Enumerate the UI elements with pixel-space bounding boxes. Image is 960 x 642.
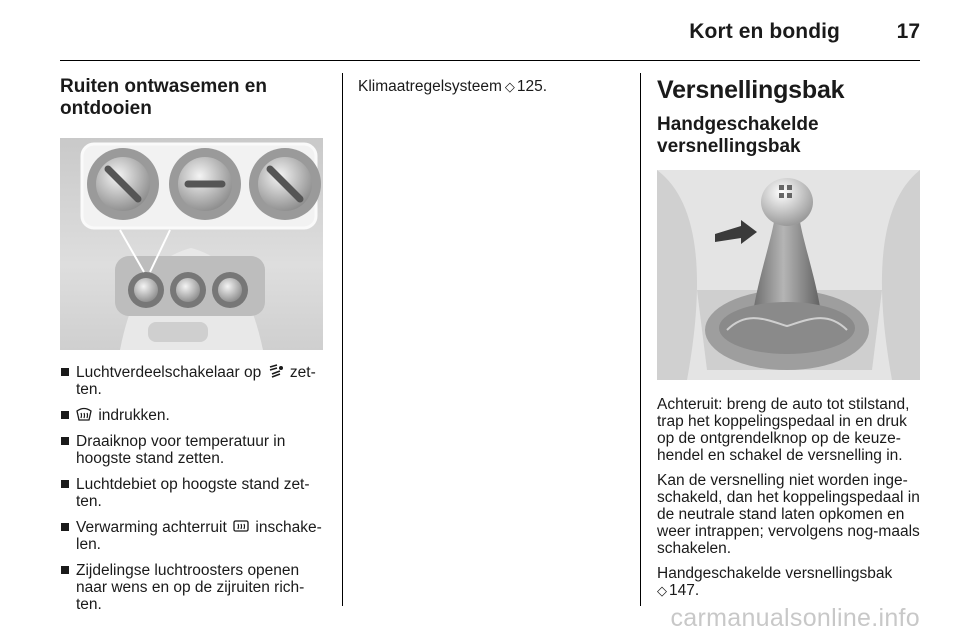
- list-item: [60, 519, 328, 553]
- front-defrost-icon: [76, 407, 92, 422]
- section-heading-defrost: Ruiten ontwasemen en ontdooien: [60, 76, 267, 119]
- rear-window-heating-icon: [233, 519, 249, 534]
- watermark-text: carmanualsonline.info: [670, 604, 920, 632]
- list-item-text: Luchtverdeelschakelaar op: [76, 364, 262, 381]
- bullet-marker: [61, 437, 69, 445]
- list-item-text: Verwarming achterruit: [76, 519, 227, 536]
- page-ref-icon: ◇: [657, 583, 667, 598]
- reference-text: Handgeschakelde versnellingsbak: [657, 565, 893, 582]
- list-item-text: Zijdelingse luchtroosters openen naar wens en op de zijruiten rich-ten.: [76, 562, 305, 613]
- list-item-text-suffix: inschake-len.: [76, 519, 322, 553]
- gear-engage-tip: Kan de versnelling niet worden inge-schakeld, dan het koppelingspedaal in de neutrale stand laten opkomen en weer intrappen; vervolgens nog-maals schakelen.: [657, 472, 920, 557]
- list-item: [60, 476, 328, 510]
- page-header-title: Kort en bondig: [689, 20, 840, 43]
- list-item: [60, 364, 328, 398]
- bullet-marker: [61, 368, 69, 376]
- climate-reference: [358, 78, 626, 95]
- column-defrost: [60, 76, 328, 622]
- list-item: [60, 433, 328, 467]
- bullet-marker: [61, 566, 69, 574]
- subsection-title-manual: Handgeschakelde versnellingsbak: [657, 114, 819, 157]
- reverse-gear-instructions: Achteruit: breng de auto tot stilstand, trap het koppelingspedaal in en druk op de ontgrendelknop op de keuze-hendel en schakel de versnelling in.: [657, 396, 910, 464]
- list-item: [60, 407, 328, 424]
- list-item-text: Draaiknop voor temperatuur in hoogste stand zetten.: [76, 433, 286, 467]
- reference-text: Klimaatregelsysteem: [358, 78, 502, 95]
- list-item-text: Luchtdebiet op hoogste stand zet-ten.: [76, 476, 310, 510]
- reference-page-link[interactable]: 147.: [669, 582, 700, 599]
- defrost-steps-list: [60, 364, 328, 613]
- column-divider-left: [342, 73, 343, 606]
- section-title-transmission: Versnellingsbak: [657, 76, 845, 104]
- header-divider: [60, 60, 920, 61]
- list-item-text-suffix: zet-ten.: [76, 364, 316, 398]
- column-climate-ref: [358, 76, 626, 103]
- page-ref-icon: ◇: [504, 79, 515, 94]
- climate-controls-photo: [60, 138, 323, 350]
- column-divider-right: [640, 73, 641, 606]
- list-item-text-suffix: indrukken.: [98, 407, 170, 424]
- bullet-marker: [61, 480, 69, 488]
- windscreen-airflow-icon: [268, 364, 284, 379]
- bullet-marker: [61, 411, 69, 419]
- bullet-marker: [61, 523, 69, 531]
- reference-page-link[interactable]: 125.: [516, 78, 548, 95]
- column-transmission: [657, 76, 922, 607]
- list-item: [60, 562, 328, 613]
- manual-transmission-reference: [657, 565, 922, 599]
- gear-lever-photo: [657, 170, 920, 380]
- page-number: 17: [896, 20, 920, 43]
